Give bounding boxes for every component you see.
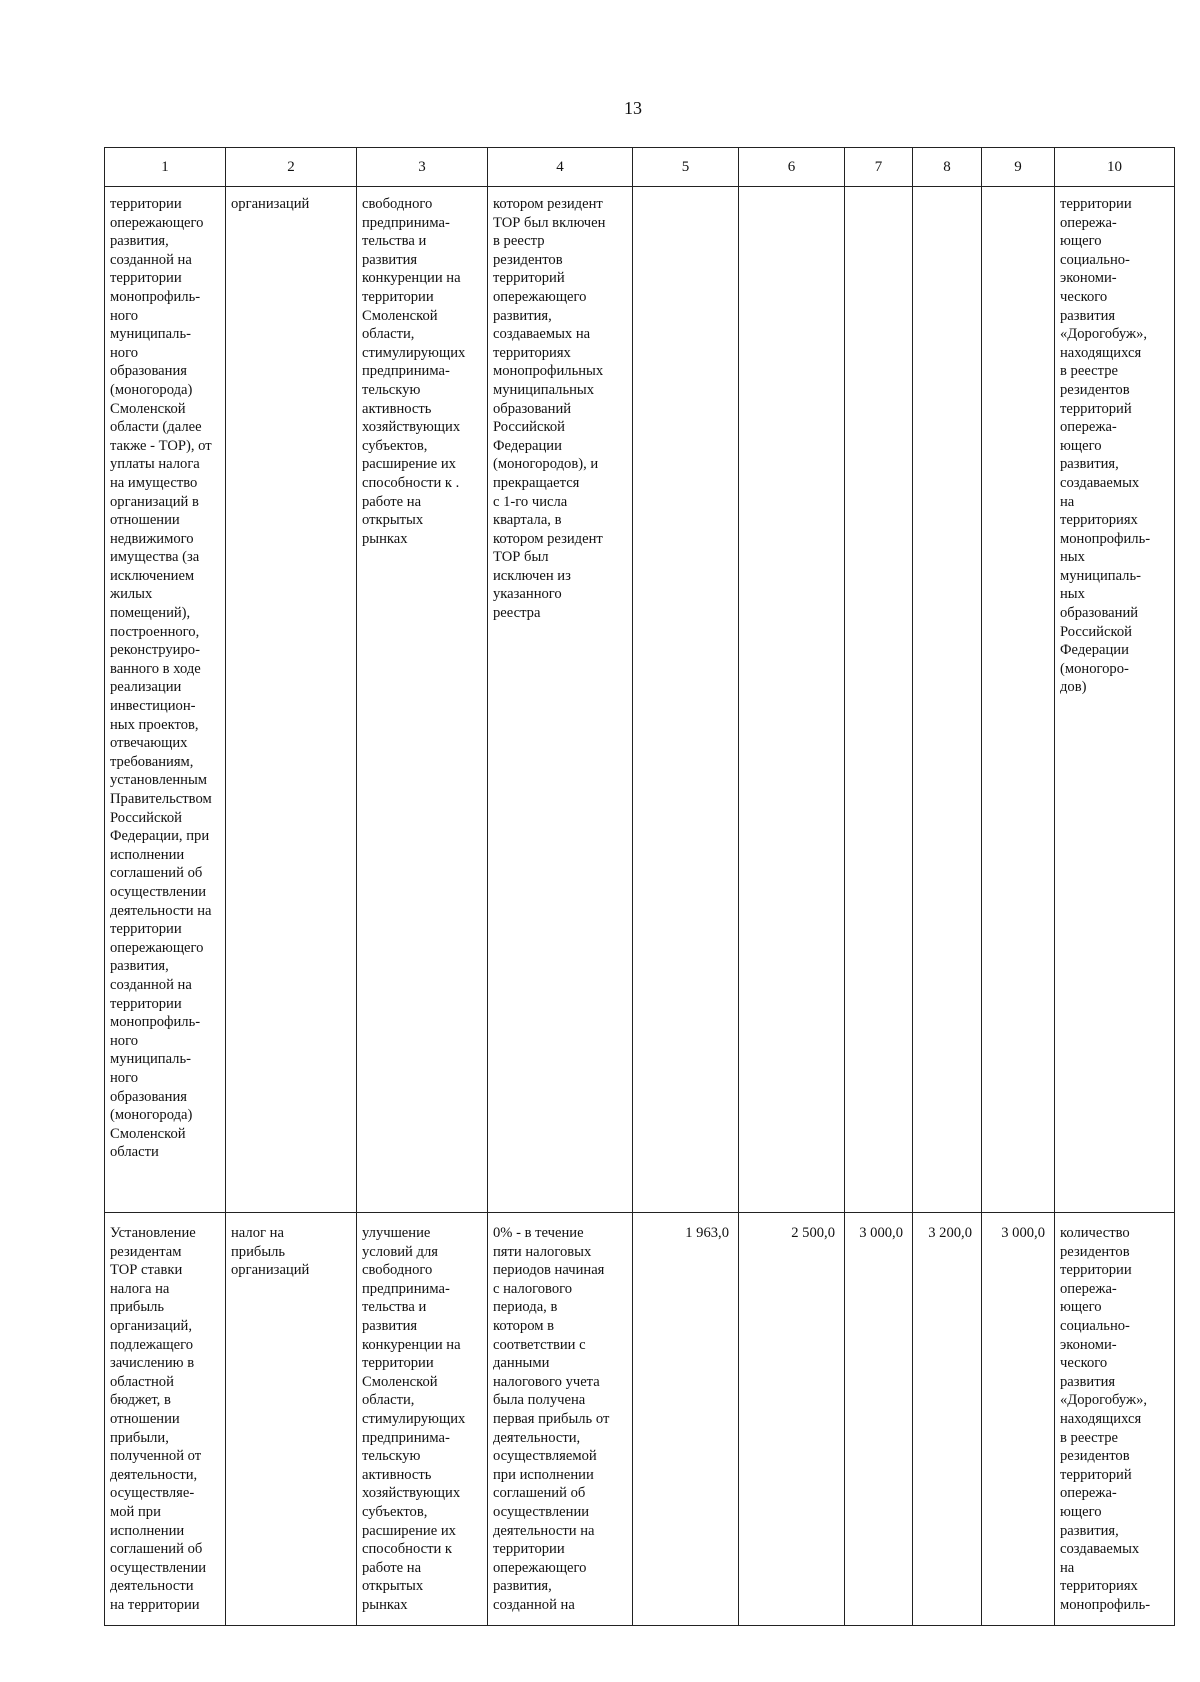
purpose-cell (357, 187, 488, 1213)
page-number: 13 (624, 98, 642, 118)
value-cell (739, 187, 845, 1213)
value-cell (633, 187, 739, 1213)
cell-text: котором резидент ТОР был включен в реестр резидентов территорий опережающего развития, создаваемых на территориях монопрофильных муниципальных образований Российской Федерации (моногородов), и прекращается с 1-го числа квартала, в котором резидент ТОР был исключен из указанного реестра (493, 196, 606, 622)
column-number-header: 3 (357, 148, 488, 187)
column-number-header: 2 (226, 148, 357, 187)
column-number-header: 1 (105, 148, 226, 187)
table-row (105, 187, 1175, 1213)
value-cell (913, 187, 982, 1213)
column-number-header: 6 (739, 148, 845, 187)
column-number-header: 9 (982, 148, 1055, 187)
value-cell: 3 000,0 (845, 1213, 913, 1626)
column-number-header: 7 (845, 148, 913, 187)
value-cell (982, 187, 1055, 1213)
table-row (105, 1213, 1175, 1626)
cell-text: количество резидентов территории опережа- ющего социально- экономи- ческого развития «Дорогобуж», находящихся в реестре резидентов территорий опережа- ющего развития, создаваемых на территориях монопрофиль- (1060, 1225, 1151, 1613)
cell-text: улучшение условий для свободного предпринима- тельства и развития конкуренции на территории Смоленской области, стимулирующих предпринима- тельскую активность хозяйствующих субъектов, расширение их способности к работе на открытых рынках (362, 1225, 466, 1613)
condition-cell (488, 187, 633, 1213)
value-cell: 3 000,0 (982, 1213, 1055, 1626)
cell-text: свободного предпринима- тельства и развития конкуренции на территории Смоленской области, стимулирующих предпринима- тельскую активность хозяйствующих субъектов, расширение их способности к . работе на открытых рынках (362, 196, 466, 547)
value-cell (845, 187, 913, 1213)
indicator-cell (1055, 1213, 1175, 1626)
column-number-row (105, 148, 1175, 187)
cell-text: налог на прибыль организаций (231, 1225, 310, 1279)
tax-type-cell (226, 1213, 357, 1626)
column-number-header: 5 (633, 148, 739, 187)
tax-benefits-table (104, 147, 1175, 1626)
value-cell: 2 500,0 (739, 1213, 845, 1626)
column-number-header: 4 (488, 148, 633, 187)
cell-text: Установление резидентам ТОР ставки налога на прибыль организаций, подлежащего зачислению в областной бюджет, в отношении прибыли, полученной от деятельности, осуществляе- мой при исполнении соглашений об осуществлении деятельности на территории (110, 1225, 207, 1613)
column-number-header: 8 (913, 148, 982, 187)
indicator-cell (1055, 187, 1175, 1213)
purpose-cell (357, 1213, 488, 1626)
cell-text: территории опережа- ющего социально- экономи- ческого развития «Дорогобуж», находящихся в реестре резидентов территорий опережа- ющего развития, создаваемых на территориях монопрофиль- ных муниципаль- ных образований Российской Федерации (моногоро- дов) (1060, 196, 1151, 696)
cell-text: территории опережающего развития, созданной на территории монопрофиль- ного муниципаль- ного образования (моногорода) Смоленской области (далее также - ТОР), от уплаты налога на имущество организаций в отношении недвижимого имущества (за исключением жилых помещений), построенного, реконструиро- ванного в ходе реализации инвестицион- ных проектов, отвечающих требованиям, установленным Правительством Российской Федерации, при исполнении соглашений об осуществлении деятельности на территории опережающего развития, созданной на территории монопрофиль- ного муниципаль- ного образования (моногорода) Смоленской области (110, 196, 212, 1161)
value-cell: 1 963,0 (633, 1213, 739, 1626)
benefit-description-cell (105, 187, 226, 1213)
benefit-description-cell (105, 1213, 226, 1626)
condition-cell (488, 1213, 633, 1626)
tax-type-cell (226, 187, 357, 1213)
cell-text: организаций (231, 196, 310, 212)
column-number-header: 10 (1055, 148, 1175, 187)
value-cell: 3 200,0 (913, 1213, 982, 1626)
cell-text: 0% - в течение пяти налоговых периодов начиная с налогового периода, в котором в соответствии с данными налогового учета была получена первая прибыль от деятельности, осуществляемой при исполнении соглашений об осуществлении деятельности на территории опережающего развития, созданной на (493, 1225, 610, 1613)
